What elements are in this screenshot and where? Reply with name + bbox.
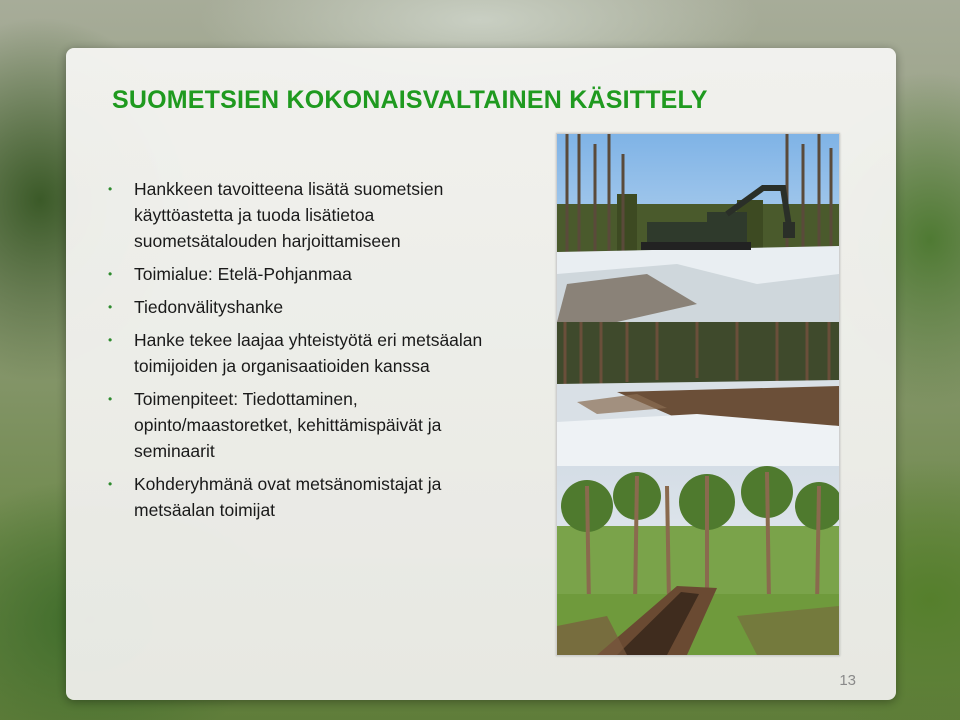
page-number: 13 <box>839 672 856 689</box>
bullet-list <box>108 176 498 530</box>
slide-title: SUOMETSIEN KOKONAISVALTAINEN KÄSITTELY <box>112 86 708 114</box>
bullet-icon: • <box>108 267 113 281</box>
photo-collage <box>556 133 840 656</box>
bullet-item <box>108 261 498 287</box>
bullet-item <box>108 386 498 464</box>
bullet-icon: • <box>108 333 113 347</box>
bullet-icon: • <box>108 477 113 491</box>
bullet-item <box>108 176 498 254</box>
forestry-machine-photo <box>557 134 839 322</box>
pine-forest-ditch-photo <box>557 466 839 655</box>
bullet-text: Tiedonvälityshanke <box>134 297 284 317</box>
bullet-item <box>108 471 498 523</box>
bullet-item <box>108 294 498 320</box>
snowy-ditch-photo <box>557 322 839 466</box>
bullet-text: Toimenpiteet: Tiedottaminen, opinto/maastoretket, kehittämispäivät ja seminaarit <box>134 389 442 461</box>
bullet-icon: • <box>108 300 113 314</box>
bullet-text: Toimialue: Etelä-Pohjanmaa <box>134 264 352 284</box>
bullet-text: Hanke tekee laajaa yhteistyötä eri metsäalan toimijoiden ja organisaatioiden kanssa <box>134 330 483 376</box>
bullet-icon: • <box>108 392 113 406</box>
bullet-item <box>108 327 498 379</box>
bullet-text: Hankkeen tavoitteena lisätä suometsien käyttöastetta ja tuoda lisätietoa suometsätalouden harjoittamiseen <box>134 179 444 251</box>
bullet-icon: • <box>108 182 113 196</box>
bullet-text: Kohderyhmänä ovat metsänomistajat ja metsäalan toimijat <box>134 474 442 520</box>
